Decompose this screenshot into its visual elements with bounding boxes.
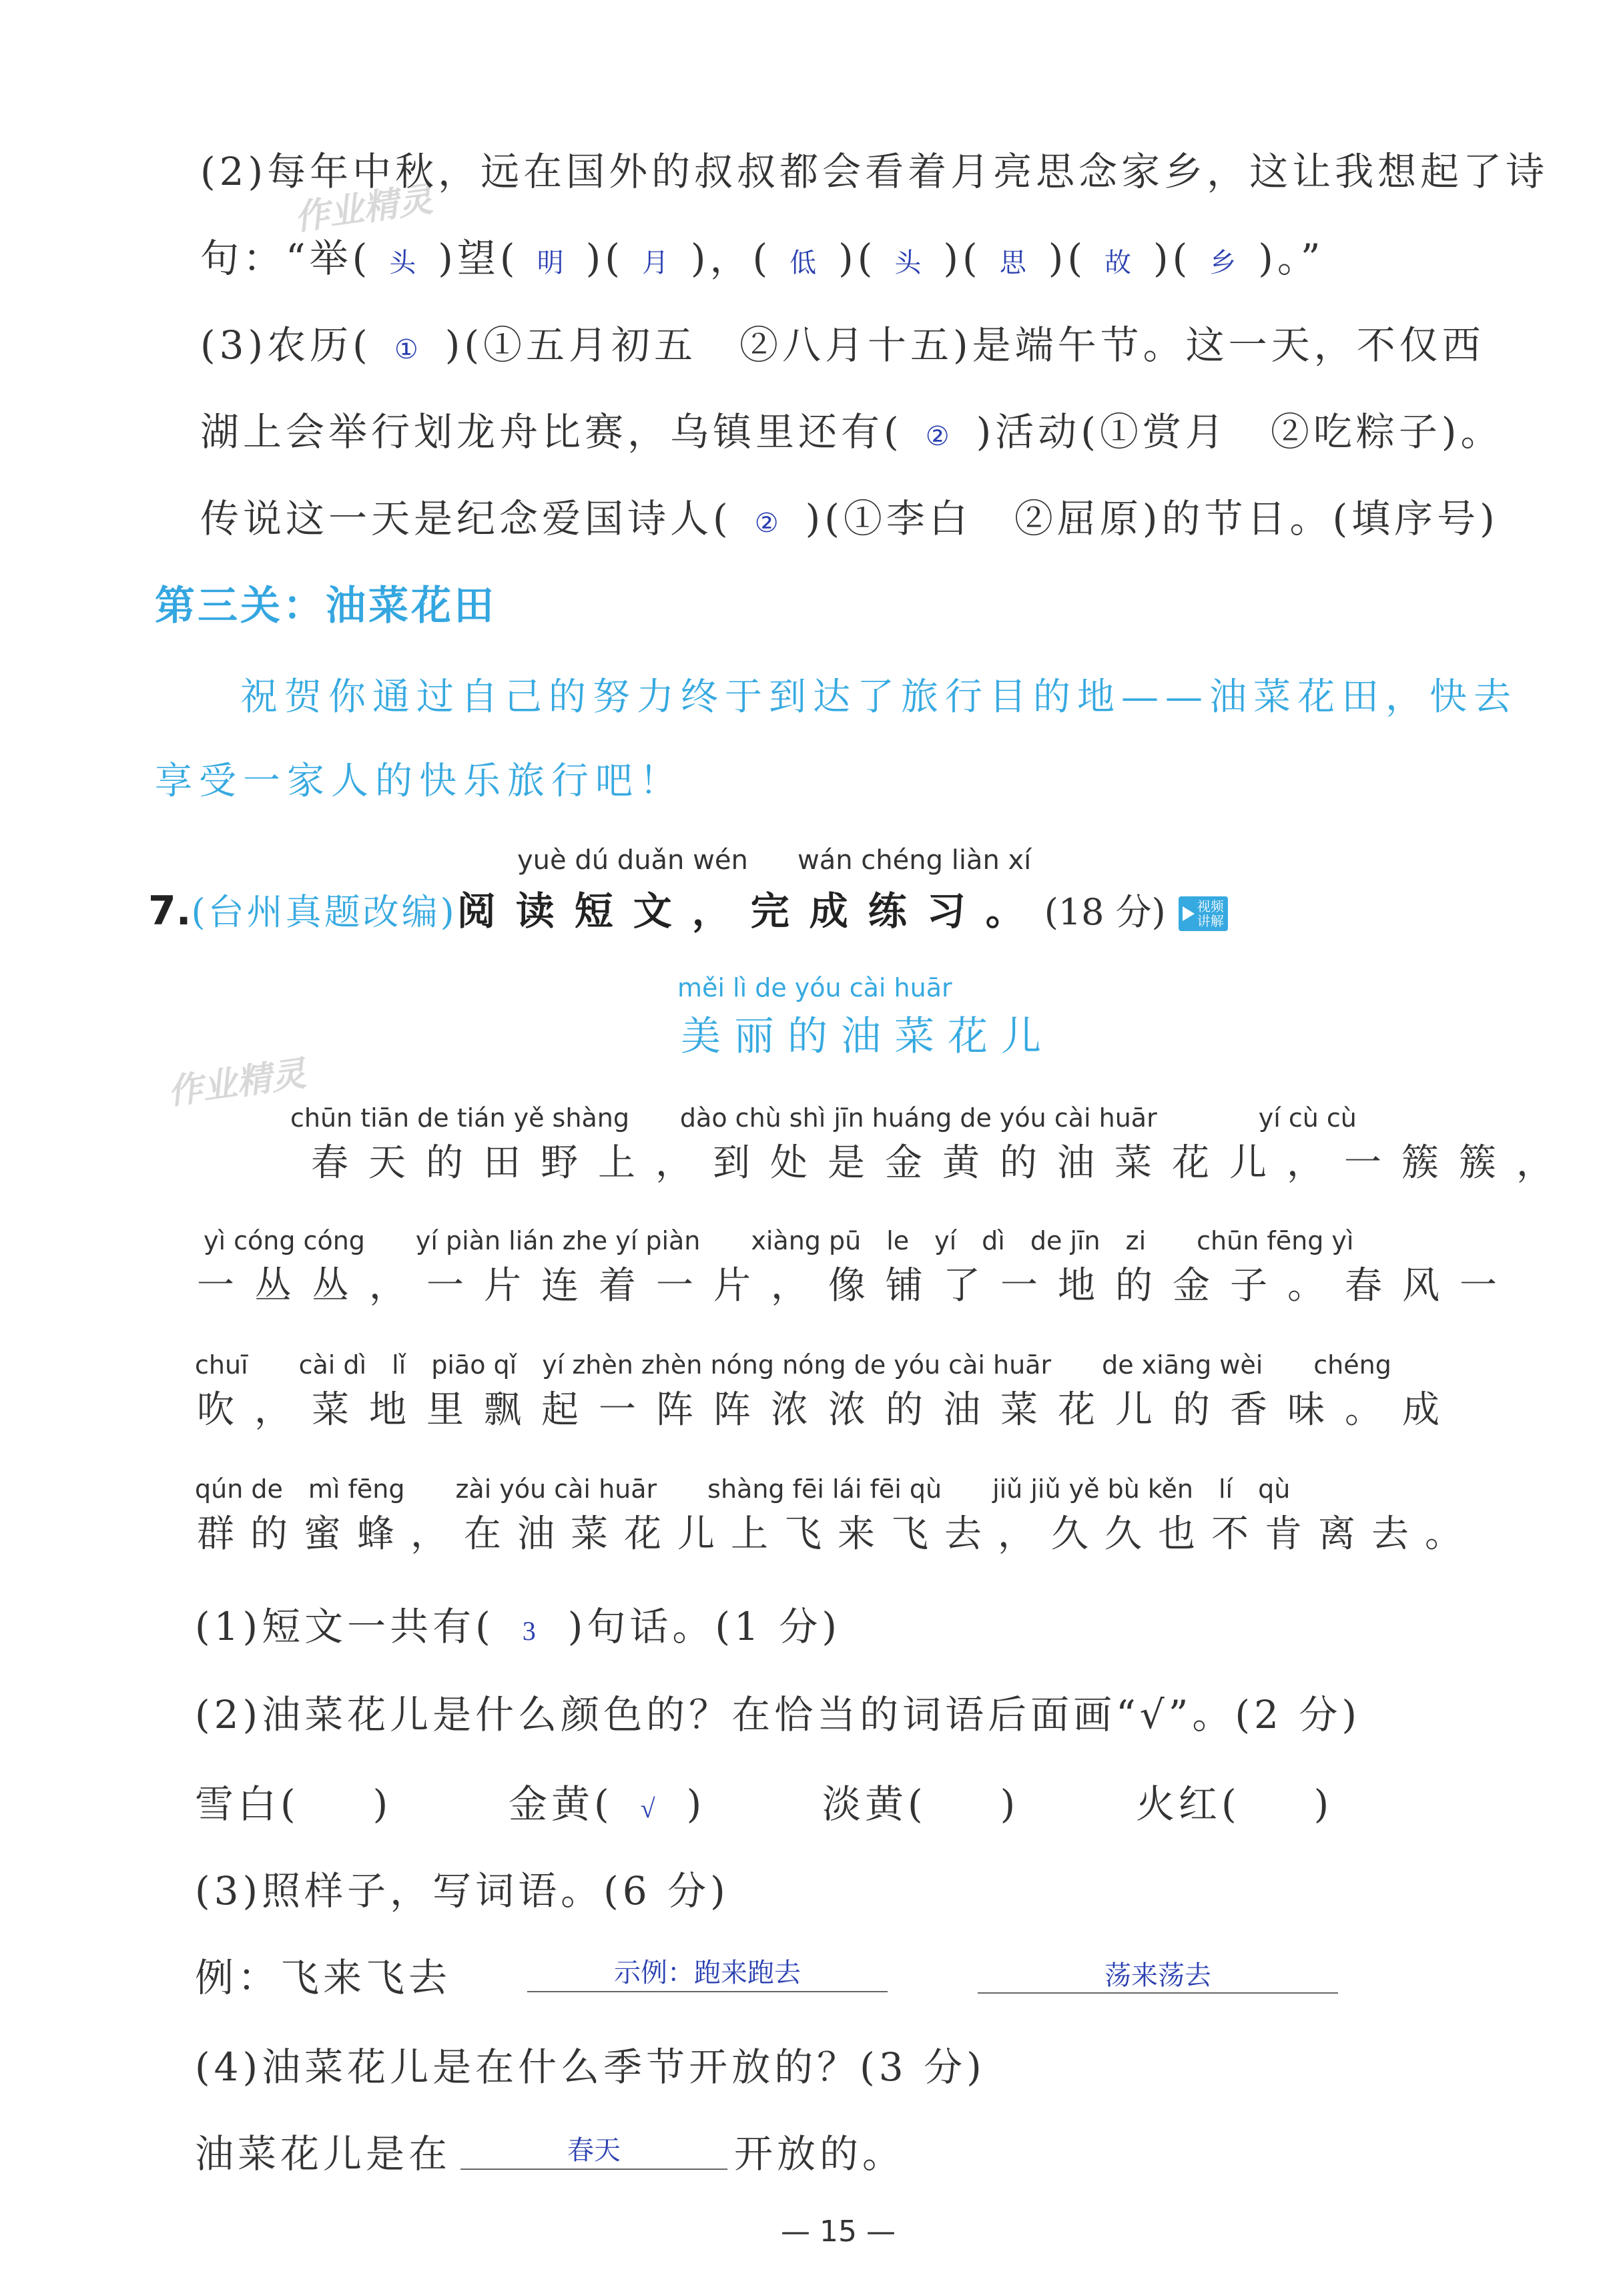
passage-pinyin-1: chūn tiān de tián yě shàng dào chù shì jīn huáng de yóu cài huār yí cù cù <box>290 1103 1357 1133</box>
q2-close-2: ) <box>585 236 605 281</box>
sub3-example: 例：飞来飞去 <box>195 1955 452 2000</box>
q7-source: (台州真题改编) <box>191 891 457 933</box>
q3-answer-3: ② <box>754 508 783 538</box>
passage-line-4: 群的蜜蜂，在油菜花儿上飞来飞去，久久也不肯离去。 <box>197 1512 1478 1556</box>
option-close: ) <box>372 1781 392 1827</box>
section-intro-line1: 祝贺你通过自己的努力终于到达了旅行目的地——油菜花田，快去 <box>240 675 1518 719</box>
passage-line-3: 吹，菜地里飘起一阵阵浓浓的油菜花儿的香味。成 <box>197 1388 1460 1432</box>
sub3-answer-line-1[interactable] <box>527 1991 888 1992</box>
page-number: — 15 — <box>781 2215 896 2249</box>
option-label: 金黄( <box>509 1781 613 1827</box>
q3-line3 <box>200 487 1499 543</box>
sub4-answer-prefix: 油菜花儿是在 <box>195 2131 452 2177</box>
q3-answer-2: ② <box>925 421 954 451</box>
sub4-answer-line[interactable] <box>460 2169 727 2170</box>
option-label: 淡黄( <box>822 1781 927 1827</box>
q2-answer-1: 头 <box>389 248 420 278</box>
q7-pinyin-1: yuè dú duǎn wén <box>517 845 748 876</box>
sub3-answer-2: 荡来荡去 <box>1104 1960 1211 1990</box>
section-intro-line2: 享受一家人的快乐旅行吧！ <box>155 760 683 803</box>
q2-answer-8: 乡 <box>1209 248 1241 278</box>
q2-close-4: ) <box>838 236 858 281</box>
q2-open-7: ( <box>1067 236 1086 281</box>
option-close: ) <box>1313 1781 1333 1827</box>
video-explain-button[interactable] <box>1179 896 1228 931</box>
passage-line-1: 春天的田野上，到处是金黄的油菜花儿，一簇簇， <box>254 1141 1574 1185</box>
watermark-top: 作业精灵 <box>292 179 435 239</box>
sub4-answer-suffix: 开放的。 <box>734 2131 906 2177</box>
sub1-text-a: (1)短文一共有( <box>195 1604 495 1649</box>
sub4-question: (4)油菜花儿是在什么季节开放的？(3 分) <box>195 2044 986 2090</box>
video-label-2: 讲解 <box>1197 913 1224 930</box>
q2-answer-7: 故 <box>1104 248 1135 278</box>
q3-line1 <box>200 314 1485 370</box>
q2-close-1: ) <box>438 236 457 281</box>
q3-line3-a: 传说这一天是纪念爱国诗人( <box>200 496 732 541</box>
q2-answer-6: 思 <box>999 248 1030 278</box>
option-fire-red[interactable] <box>1136 1773 1333 1829</box>
q3-line1-a: (3)农历( <box>200 322 372 368</box>
sub3-answer-line-2[interactable] <box>978 1992 1338 1994</box>
play-icon <box>1183 906 1195 921</box>
q7-pinyin-2: wán chéng liàn xí <box>797 845 1032 876</box>
option-golden-yellow[interactable] <box>509 1773 822 1829</box>
sub1-text-b: )句话。(1 分) <box>567 1604 842 1649</box>
option-light-yellow[interactable] <box>822 1773 1136 1829</box>
option-snow-white[interactable] <box>195 1773 509 1829</box>
q7-header <box>148 880 1228 936</box>
passage-pinyin-3: chuī cài dì lǐ piāo qǐ yí zhèn zhèn nóng nóng de yóu cài huār de xiāng wèi chéng <box>195 1350 1391 1380</box>
sub1 <box>195 1595 841 1651</box>
q3-answer-1: ① <box>394 334 422 364</box>
q2-line1: (2)每年中秋，远在国外的叔叔都会看着月亮思念家乡，这让我想起了诗 <box>200 149 1549 194</box>
q2-end: )。” <box>1258 236 1325 281</box>
q3-line2-b: )活动(①赏月 ②吃粽子)。 <box>976 409 1504 455</box>
passage-title-pinyin: měi lì de yóu cài huār <box>677 973 952 1002</box>
sub2-question: (2)油菜花儿是什么颜色的？在恰当的词语后面画“√”。(2 分) <box>195 1692 1361 1737</box>
sub1-answer: 3 <box>522 1616 540 1646</box>
section-title: 第三关：油菜花田 <box>155 583 497 629</box>
q2-close-3: ) <box>690 236 710 281</box>
q7-number: 7. <box>148 888 192 934</box>
q7-score: (18 分) <box>1044 891 1166 933</box>
passage-line-2: 一丛丛，一片连着一片，像铺了一地的金子。春风一 <box>197 1264 1517 1308</box>
q2-line2 <box>200 227 1325 283</box>
sub3-answer-1: 示例：跑来跑去 <box>614 1958 801 1988</box>
q2-answer-2: 明 <box>537 248 568 278</box>
q3-line1-b: )(①五月初五 ②八月十五)是端午节。这一天，不仅西 <box>444 322 1485 368</box>
option-close: ) <box>1000 1781 1020 1827</box>
sub3-question: (3)照样子，写词语。(6 分) <box>195 1868 729 1914</box>
sub2-options <box>195 1773 1333 1829</box>
q2-open-5: ( <box>857 236 877 281</box>
option-close: ) <box>686 1781 706 1827</box>
sub4-answer: 春天 <box>567 2135 621 2165</box>
passage-pinyin-4: qún de mì fēng zài yóu cài huār shàng fēi lái fēi qù jiǔ jiǔ yě bù kěn lí qù <box>195 1474 1291 1504</box>
watermark-middle: 作业精灵 <box>165 1053 308 1113</box>
passage-title: 美丽的油菜花儿 <box>681 1013 1054 1060</box>
q3-line3-b: )(①李白 ②屈原)的节日。(填序号) <box>805 496 1499 541</box>
q2-comma: ，( <box>709 236 772 281</box>
option-label: 火红( <box>1136 1781 1241 1827</box>
q2-wang: 望( <box>456 236 519 281</box>
option-mark: √ <box>640 1793 659 1823</box>
q3-line2-a: 湖上会举行划龙舟比赛，乌镇里还有( <box>200 409 903 455</box>
option-label: 雪白( <box>195 1781 300 1827</box>
video-label-1: 视频 <box>1197 898 1224 915</box>
q2-open-8: ( <box>1172 236 1192 281</box>
q2-close-5: ) <box>943 236 963 281</box>
q2-close-7: ) <box>1153 236 1173 281</box>
q2-answer-5: 头 <box>894 248 926 278</box>
q2-open-6: ( <box>962 236 982 281</box>
passage-pinyin-2: yì cóng cóng yí piàn lián zhe yí piàn xiàng pū le yí dì de jīn zi chūn fēng yì <box>204 1226 1354 1255</box>
q2-answer-3: 月 <box>641 248 673 278</box>
q7-stem: 阅读短文，完成练习。 <box>456 888 1044 934</box>
q2-close-6: ) <box>1048 236 1068 281</box>
q2-open-3: ( <box>605 236 624 281</box>
q2-prefix: 句：“举( <box>200 236 372 281</box>
q2-answer-4: 低 <box>789 248 821 278</box>
q3-line2 <box>200 400 1504 457</box>
